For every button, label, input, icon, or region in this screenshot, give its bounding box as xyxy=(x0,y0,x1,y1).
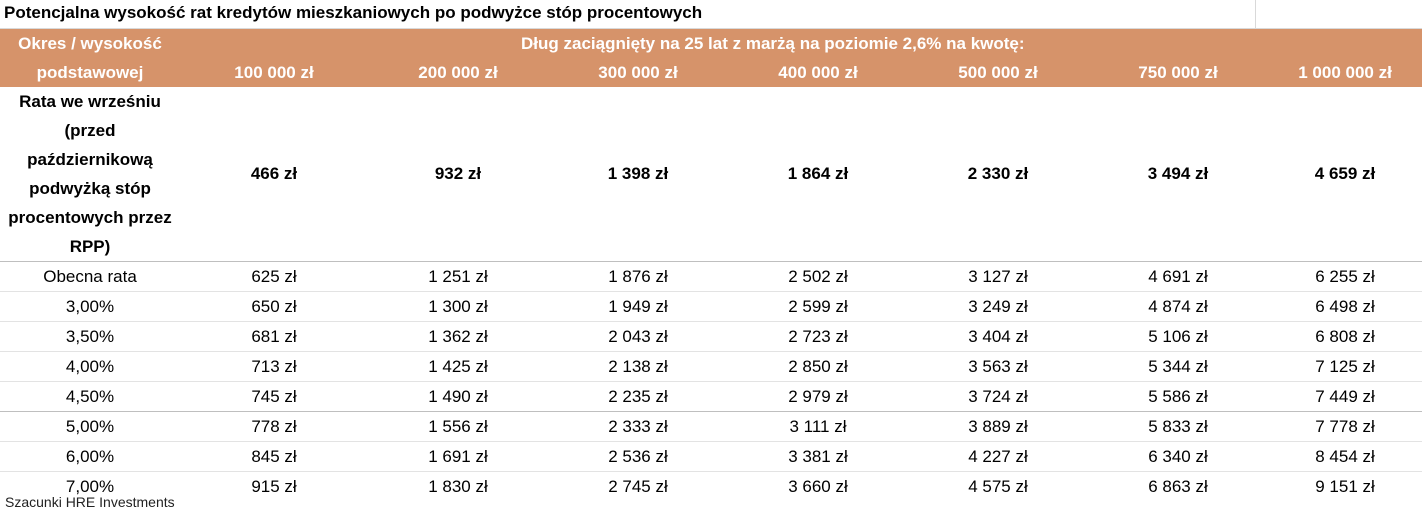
rate-cell[interactable]: 2 979 zł xyxy=(728,382,908,412)
rate-cell[interactable]: 3 889 zł xyxy=(908,412,1088,442)
header-amount[interactable]: 750 000 zł xyxy=(1088,58,1268,87)
rate-cell[interactable]: 5 106 zł xyxy=(1088,322,1268,352)
row-label[interactable]: 7,00% xyxy=(0,472,180,502)
rate-cell[interactable]: 9 151 zł xyxy=(1268,472,1422,502)
rate-cell[interactable]: 2 502 zł xyxy=(728,262,908,292)
rate-cell[interactable]: 3 404 zł xyxy=(908,322,1088,352)
rate-cell[interactable]: 2 138 zł xyxy=(548,352,728,382)
rate-cell[interactable]: 3 563 zł xyxy=(908,352,1088,382)
rate-cell[interactable]: 1 691 zł xyxy=(368,442,548,472)
header-corner-line2[interactable]: podstawowej xyxy=(0,58,180,87)
rate-cell[interactable]: 7 778 zł xyxy=(1268,412,1422,442)
row-label[interactable]: 3,50% xyxy=(0,322,180,352)
rate-cell[interactable]: 2 745 zł xyxy=(548,472,728,502)
table-row xyxy=(0,292,1422,322)
rate-cell[interactable]: 4 575 zł xyxy=(908,472,1088,502)
rate-cell[interactable]: 6 498 zł xyxy=(1268,292,1422,322)
rate-cell[interactable]: 5 344 zł xyxy=(1088,352,1268,382)
table-row xyxy=(0,382,1422,412)
source-note: Szacunki HRE Investments xyxy=(5,494,175,510)
rate-cell[interactable]: 3 494 zł xyxy=(1088,87,1268,262)
rate-cell[interactable]: 8 454 zł xyxy=(1268,442,1422,472)
sheet-title[interactable]: Potencjalna wysokość rat kredytów mieszkaniowych po podwyżce stóp procentowych xyxy=(0,0,1256,28)
table-row xyxy=(0,472,1422,502)
rate-cell[interactable]: 845 zł xyxy=(180,442,368,472)
rate-cell[interactable]: 1 425 zł xyxy=(368,352,548,382)
rate-cell[interactable]: 4 227 zł xyxy=(908,442,1088,472)
rate-cell[interactable]: 3 660 zł xyxy=(728,472,908,502)
row-label[interactable]: 3,00% xyxy=(0,292,180,322)
header-amount[interactable]: 200 000 zł xyxy=(368,58,548,87)
header-corner-line1[interactable]: Okres / wysokość xyxy=(0,29,180,58)
rate-cell[interactable]: 466 zł xyxy=(180,87,368,262)
header-row-1 xyxy=(0,29,1422,58)
rate-cell[interactable]: 4 874 zł xyxy=(1088,292,1268,322)
rate-cell[interactable]: 1 251 zł xyxy=(368,262,548,292)
header-span-label[interactable]: Dług zaciągnięty na 25 lat z marżą na poziomie 2,6% na kwotę: xyxy=(180,29,1422,58)
rate-cell[interactable]: 2 850 zł xyxy=(728,352,908,382)
row-label[interactable]: 6,00% xyxy=(0,442,180,472)
rate-cell[interactable]: 4 659 zł xyxy=(1268,87,1422,262)
row-label[interactable]: 4,50% xyxy=(0,382,180,412)
rate-cell[interactable]: 6 255 zł xyxy=(1268,262,1422,292)
table-row-september xyxy=(0,87,1422,262)
title-row xyxy=(0,0,1422,29)
table-row xyxy=(0,442,1422,472)
rate-cell[interactable]: 745 zł xyxy=(180,382,368,412)
rate-cell[interactable]: 932 zł xyxy=(368,87,548,262)
row-label[interactable]: Rata we wrześniu (przed październikową podwyżką stóp procentowych przez RPP) xyxy=(0,87,180,262)
rate-cell[interactable]: 6 340 zł xyxy=(1088,442,1268,472)
rate-cell[interactable]: 3 724 zł xyxy=(908,382,1088,412)
rate-cell[interactable]: 915 zł xyxy=(180,472,368,502)
rate-cell[interactable]: 1 830 zł xyxy=(368,472,548,502)
rate-cell[interactable]: 2 043 zł xyxy=(548,322,728,352)
rate-cell[interactable]: 1 864 zł xyxy=(728,87,908,262)
row-label[interactable]: 4,00% xyxy=(0,352,180,382)
rate-cell[interactable]: 1 949 zł xyxy=(548,292,728,322)
row-label[interactable]: 5,00% xyxy=(0,412,180,442)
table-row xyxy=(0,412,1422,442)
rate-cell[interactable]: 2 235 zł xyxy=(548,382,728,412)
header-amount[interactable]: 100 000 zł xyxy=(180,58,368,87)
rate-cell[interactable]: 1 490 zł xyxy=(368,382,548,412)
rate-cell[interactable]: 2 536 zł xyxy=(548,442,728,472)
rate-cell[interactable]: 2 330 zł xyxy=(908,87,1088,262)
rate-cell[interactable]: 4 691 zł xyxy=(1088,262,1268,292)
rate-cell[interactable]: 3 127 zł xyxy=(908,262,1088,292)
rate-cell[interactable]: 778 zł xyxy=(180,412,368,442)
header-amount[interactable]: 400 000 zł xyxy=(728,58,908,87)
header-amount[interactable]: 300 000 zł xyxy=(548,58,728,87)
rate-cell[interactable]: 2 599 zł xyxy=(728,292,908,322)
header-amount[interactable]: 1 000 000 zł xyxy=(1268,58,1422,87)
rate-cell[interactable]: 6 808 zł xyxy=(1268,322,1422,352)
rate-cell[interactable]: 713 zł xyxy=(180,352,368,382)
header-row-2 xyxy=(0,58,1422,87)
rate-cell[interactable]: 1 362 zł xyxy=(368,322,548,352)
rate-cell[interactable]: 2 723 zł xyxy=(728,322,908,352)
empty-cell[interactable] xyxy=(1256,0,1422,28)
rate-cell[interactable]: 6 863 zł xyxy=(1088,472,1268,502)
rate-cell[interactable]: 1 556 zł xyxy=(368,412,548,442)
rate-cell[interactable]: 2 333 zł xyxy=(548,412,728,442)
rate-cell[interactable]: 1 398 zł xyxy=(548,87,728,262)
rate-cell[interactable]: 3 381 zł xyxy=(728,442,908,472)
rate-cell[interactable]: 3 111 zł xyxy=(728,412,908,442)
rate-cell[interactable]: 650 zł xyxy=(180,292,368,322)
row-label[interactable]: Obecna rata xyxy=(0,262,180,292)
rate-cell[interactable]: 1 300 zł xyxy=(368,292,548,322)
header-amount[interactable]: 500 000 zł xyxy=(908,58,1088,87)
rate-cell[interactable]: 681 zł xyxy=(180,322,368,352)
rate-cell[interactable]: 1 876 zł xyxy=(548,262,728,292)
table-row xyxy=(0,352,1422,382)
rate-cell[interactable]: 5 586 zł xyxy=(1088,382,1268,412)
rate-cell[interactable]: 7 125 zł xyxy=(1268,352,1422,382)
table-row xyxy=(0,262,1422,292)
table-row xyxy=(0,322,1422,352)
rate-cell[interactable]: 5 833 zł xyxy=(1088,412,1268,442)
rate-cell[interactable]: 3 249 zł xyxy=(908,292,1088,322)
rate-cell[interactable]: 625 zł xyxy=(180,262,368,292)
rate-cell[interactable]: 7 449 zł xyxy=(1268,382,1422,412)
rates-table xyxy=(0,29,1422,501)
